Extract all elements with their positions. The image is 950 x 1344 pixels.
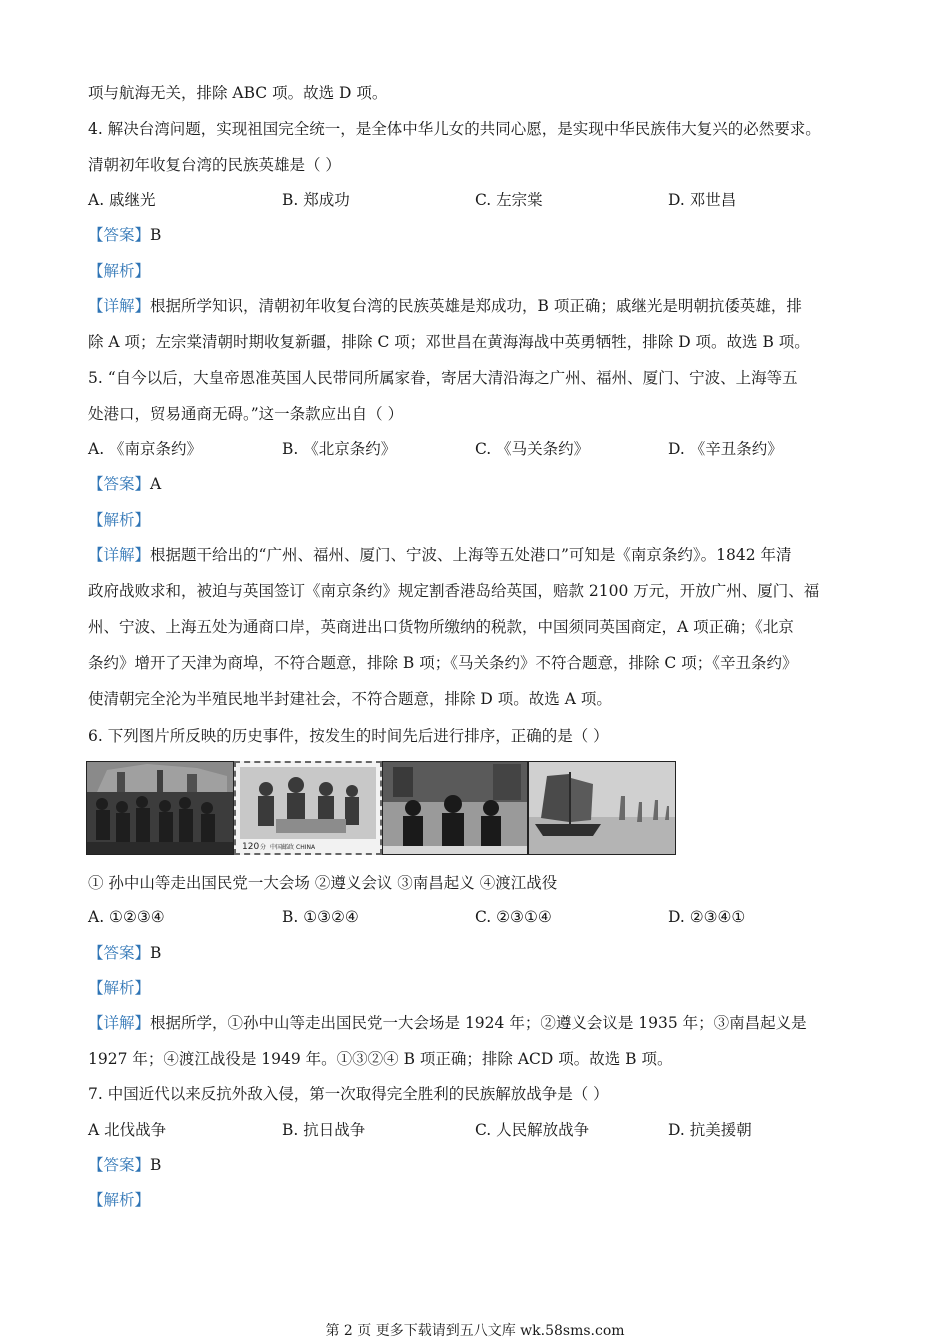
stamp-value: 120 bbox=[242, 842, 260, 852]
q5-option-a: A. 《南京条约》 bbox=[88, 440, 203, 458]
q6-option-c: C. ②③①④ bbox=[475, 908, 552, 926]
question-4-stem-cont: 清朝初年收复台湾的民族英雄是（ ） bbox=[88, 156, 341, 174]
q5-detail-cont: 政府战败求和，被迫与英国签订《南京条约》规定割香港岛给英国，赔款 2100 万元，开放广州、厦门、福 bbox=[88, 582, 820, 600]
stamp-country: CHINA bbox=[296, 844, 316, 851]
q7-analysis-tag bbox=[88, 1190, 150, 1210]
question-5-stem-cont: 处港口，贸易通商无碍。”这一条款应出自（ ） bbox=[88, 405, 404, 423]
photo-yangtze-crossing bbox=[528, 761, 676, 855]
q5-answer bbox=[88, 474, 161, 494]
question-5-stem: 5. “自今以后，大皇帝恩准英国人民带同所属家眷，寄居大清沿海之广州、福州、厦门、宁波、上海等五 bbox=[88, 369, 798, 387]
q5-option-d: D. 《辛丑条约》 bbox=[668, 440, 783, 458]
q5-option-b: B. 《北京条约》 bbox=[282, 440, 397, 458]
analysis-tag: 【解析】 bbox=[88, 262, 151, 280]
question-7-stem: 7. 中国近代以来反抗外敌入侵，第一次取得完全胜利的民族解放战争是（ ） bbox=[88, 1085, 609, 1103]
photo-zunyi-stamp bbox=[234, 761, 382, 855]
stamp-unit: 分 bbox=[260, 844, 267, 851]
question-6-stem: 6. 下列图片所反映的历史事件，按发生的时间先后进行排序，正确的是（ ） bbox=[88, 727, 609, 745]
answer-tag: 【答案】 bbox=[88, 226, 151, 244]
q4-option-d: D. 邓世昌 bbox=[668, 191, 737, 209]
q5-option-c: C. 《马关条约》 bbox=[475, 440, 590, 458]
answer-tag: 【答案】 bbox=[88, 1156, 151, 1174]
page-footer: 第 2 页 更多下载请到五八文库 wk.58sms.com bbox=[325, 1323, 625, 1339]
answer-value: A bbox=[150, 475, 162, 493]
detail-text: 根据所学知识，清朝初年收复台湾的民族英雄是郑成功，B 项正确；戚继光是明朝抗倭英雄，排 bbox=[150, 297, 802, 315]
photo-kmt-congress bbox=[86, 761, 234, 855]
detail-tag: 【详解】 bbox=[88, 297, 151, 315]
photo-nanchang-uprising bbox=[382, 761, 528, 855]
detail-tag: 【详解】 bbox=[88, 546, 151, 564]
q6-option-b: B. ①③②④ bbox=[282, 908, 359, 926]
q5-analysis-tag bbox=[88, 510, 150, 530]
q5-detail-cont: 使清朝完全沦为半殖民地半封建社会，不符合题意，排除 D 项。故选 A 项。 bbox=[88, 690, 612, 708]
q6-analysis-tag bbox=[88, 978, 150, 998]
historical-photos bbox=[86, 761, 676, 855]
answer-value: B bbox=[150, 1156, 162, 1174]
answer-value: B bbox=[150, 226, 162, 244]
q6-option-a: A. ①②③④ bbox=[88, 908, 165, 926]
answer-tag: 【答案】 bbox=[88, 944, 151, 962]
q4-option-c: C. 左宗棠 bbox=[475, 191, 543, 209]
analysis-tag: 【解析】 bbox=[88, 511, 151, 529]
q5-detail-cont: 条约》增开了天津为商埠，不符合题意，排除 B 项；《马关条约》不符合题意，排除 C 项；《辛丑条约》 bbox=[88, 654, 798, 672]
question-4-stem: 4. 解决台湾问题，实现祖国完全统一，是全体中华儿女的共同心愿，是实现中华民族伟大复兴的必然要求。 bbox=[88, 120, 821, 138]
q6-detail bbox=[88, 1013, 807, 1033]
answer-value: B bbox=[150, 944, 162, 962]
q4-analysis-tag bbox=[88, 261, 150, 281]
q4-answer bbox=[88, 225, 161, 245]
q5-detail bbox=[88, 545, 792, 565]
analysis-tag: 【解析】 bbox=[88, 979, 151, 997]
answer-tag: 【答案】 bbox=[88, 475, 151, 493]
q4-option-a: A. 戚继光 bbox=[88, 191, 156, 209]
text-line: 项与航海无关，排除 ABC 项。故选 D 项。 bbox=[88, 84, 388, 102]
q4-detail bbox=[88, 296, 802, 316]
q6-captions: ① 孙中山等走出国民党一大会场 ②遵义会议 ③南昌起义 ④渡江战役 bbox=[88, 874, 558, 892]
q7-option-b: B. 抗日战争 bbox=[282, 1121, 366, 1139]
q7-answer bbox=[88, 1155, 161, 1175]
q5-detail-cont: 州、宁波、上海五处为通商口岸，英商进出口货物所缴纳的税款，中国须同英国商定，A 项正确；《北京 bbox=[88, 618, 794, 636]
q7-option-a: A 北伐战争 bbox=[88, 1121, 167, 1139]
detail-tag: 【详解】 bbox=[88, 1014, 151, 1032]
q7-option-d: D. 抗美援朝 bbox=[668, 1121, 752, 1139]
q6-answer bbox=[88, 943, 161, 963]
q4-option-b: B. 郑成功 bbox=[282, 191, 350, 209]
q6-detail-cont: 1927 年；④渡江战役是 1949 年。①③②④ B 项正确；排除 ACD 项。故选 B 项。 bbox=[88, 1050, 673, 1068]
q7-option-c: C. 人民解放战争 bbox=[475, 1121, 590, 1139]
stamp-brand: 中国邮政 bbox=[270, 844, 295, 851]
detail-text: 根据所学，①孙中山等走出国民党一大会场是 1924 年；②遵义会议是 1935 年；③南昌起义是 bbox=[150, 1014, 807, 1032]
q4-detail-cont: 除 A 项；左宗棠清朝时期收复新疆，排除 C 项；邓世昌在黄海海战中英勇牺牲，排除 D 项。故选 B 项。 bbox=[88, 333, 810, 351]
q6-option-d: D. ②③④① bbox=[668, 908, 746, 926]
detail-text: 根据题干给出的“广州、福州、厦门、宁波、上海等五处港口”可知是《南京条约》。1842 年清 bbox=[150, 546, 792, 564]
analysis-tag: 【解析】 bbox=[88, 1191, 151, 1209]
